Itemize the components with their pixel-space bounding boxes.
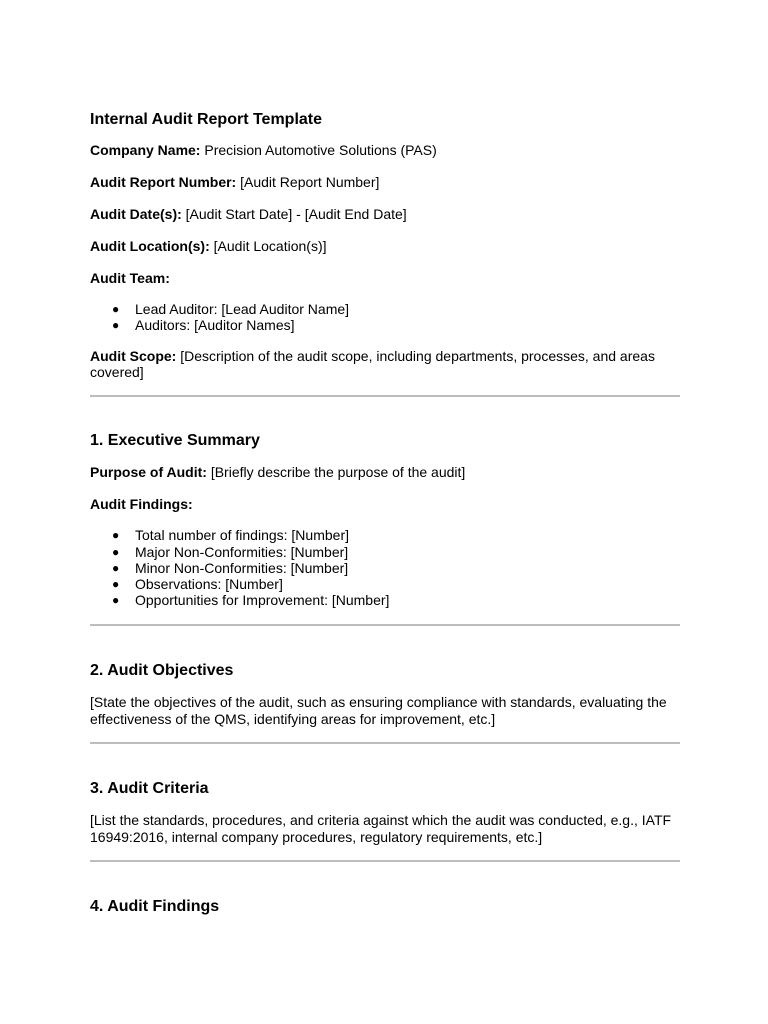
section-heading-executive-summary: 1. Executive Summary <box>90 432 260 450</box>
list-item-text: Observations: [Number] <box>135 576 283 593</box>
audit-location-value: [Audit Location(s)] <box>213 238 327 254</box>
list-item <box>112 317 680 333</box>
list-item <box>112 576 680 592</box>
company-name-field <box>90 142 680 158</box>
bullet-icon: ● <box>112 544 120 559</box>
audit-location-label: Audit Location(s): <box>90 238 210 254</box>
audit-dates-value: [Audit Start Date] - [Audit End Date] <box>185 206 407 222</box>
bullet-icon: ● <box>112 560 120 575</box>
list-item-text: Lead Auditor: [Lead Auditor Name] <box>135 301 350 317</box>
section-divider <box>90 624 680 626</box>
list-item <box>112 560 680 576</box>
company-name-value: Precision Automotive Solutions (PAS) <box>204 142 437 158</box>
purpose-label: Purpose of Audit: <box>90 464 207 481</box>
report-number-field <box>90 174 680 190</box>
document-body <box>90 108 680 930</box>
report-number-label: Audit Report Number: <box>90 174 237 190</box>
document-title: Internal Audit Report Template <box>90 111 323 128</box>
audit-team-label: Audit Team: <box>90 270 170 286</box>
audit-findings-label: Audit Findings: <box>90 496 193 513</box>
bullet-icon: ● <box>112 302 120 316</box>
bullet-icon: ● <box>112 318 120 333</box>
list-item <box>112 527 680 543</box>
audit-team-field <box>90 270 680 286</box>
list-item-text: Total number of findings: [Number] <box>135 527 349 544</box>
audit-scope-value: [Description of the audit scope, including departments, processes, and areas covered] <box>90 348 655 381</box>
list-item <box>112 301 680 317</box>
audit-findings-list <box>90 527 680 608</box>
list-item-text: Opportunities for Improvement: [Number] <box>135 592 390 609</box>
audit-criteria-text: [List the standards, procedures, and criteria against which the audit was conducted, e.g., IATF 16949:2016, internal company procedures, regulatory requirements, etc.] <box>90 812 672 845</box>
report-number-value: [Audit Report Number] <box>240 174 380 190</box>
bullet-icon: ● <box>112 593 120 608</box>
section-heading-audit-criteria: 3. Audit Criteria <box>90 780 209 798</box>
list-item <box>112 544 680 560</box>
audit-findings-field <box>90 496 680 512</box>
section-divider <box>90 742 680 744</box>
list-item-text: Auditors: [Auditor Names] <box>135 317 295 334</box>
audit-location-field <box>90 238 680 254</box>
company-name-label: Company Name: <box>90 142 201 158</box>
list-item-text: Major Non-Conformities: [Number] <box>135 543 349 560</box>
purpose-field <box>90 464 680 480</box>
audit-scope-label: Audit Scope: <box>90 348 177 365</box>
section-divider <box>90 860 680 862</box>
section-heading-audit-findings: 4. Audit Findings <box>90 898 220 916</box>
audit-objectives-text: [State the objectives of the audit, such as ensuring compliance with standards, evaluating the effectiveness of the QMS, identifying areas for improvement, etc.] <box>90 694 667 727</box>
section-divider <box>90 395 680 397</box>
bullet-icon: ● <box>112 577 120 592</box>
audit-scope-field <box>90 348 680 380</box>
purpose-value: [Briefly describe the purpose of the audit] <box>210 464 466 481</box>
section-heading-audit-objectives: 2. Audit Objectives <box>90 662 234 680</box>
audit-dates-label: Audit Date(s): <box>90 206 182 222</box>
list-item-text: Minor Non-Conformities: [Number] <box>135 559 349 576</box>
list-item <box>112 592 680 608</box>
audit-dates-field <box>90 206 680 222</box>
bullet-icon: ● <box>112 528 120 543</box>
audit-team-list <box>90 301 680 333</box>
